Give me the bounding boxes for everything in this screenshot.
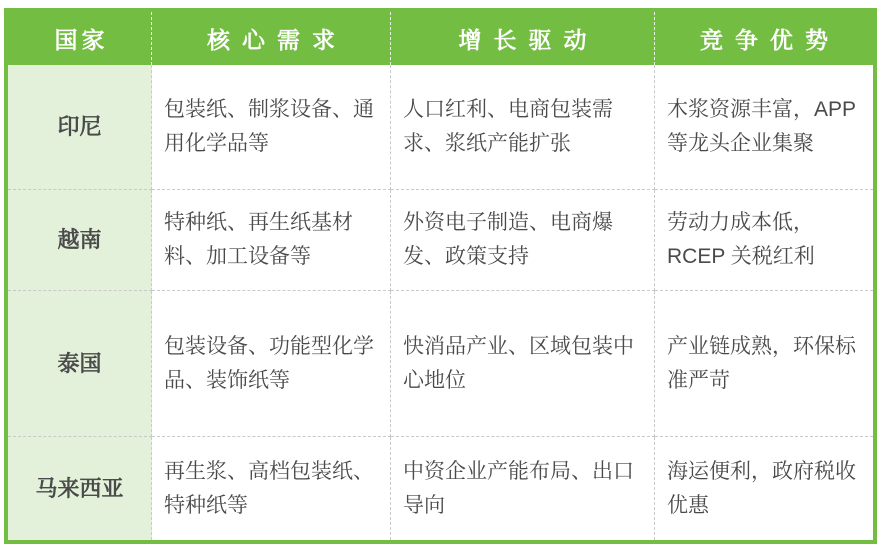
cell-country-indonesia: 印尼 <box>8 65 152 190</box>
cell-vietnam-competitive-advantage: 劳动力成本低，RCEP 关税红利 <box>655 190 873 291</box>
country-comparison-table <box>4 8 877 544</box>
cell-country-vietnam: 越南 <box>8 190 152 291</box>
cell-thailand-growth-driver: 快消品产业、区域包装中心地位 <box>391 291 655 437</box>
cell-malaysia-competitive-advantage: 海运便利，政府税收优惠 <box>667 459 856 517</box>
header-cell-core-demand: 核心需求 <box>152 12 391 65</box>
cell-vietnam-core-demand: 特种纸、再生纸基材料、加工设备等 <box>152 190 391 291</box>
cell-country-thailand: 泰国 <box>8 291 152 437</box>
header-cell-country: 国家 <box>8 12 152 65</box>
cell-indonesia-growth-driver: 人口红利、电商包装需求、浆纸产能扩张 <box>391 65 655 190</box>
cell-thailand-competitive-advantage: 产业链成熟，环保标准严苛 <box>655 291 873 437</box>
cell-malaysia-growth-driver: 中资企业产能布局、出口导向 <box>391 437 655 540</box>
cell-indonesia-core-demand: 包装纸、制浆设备、通用化学品等 <box>152 65 391 190</box>
cell-country-malaysia: 马来西亚 <box>8 437 152 540</box>
header-cell-competitive-advantage: 竞争优势 <box>655 12 873 65</box>
cell-thailand-core-demand: 包装设备、功能型化学品、装饰纸等 <box>152 291 391 437</box>
cell-malaysia-core-demand: 再生浆、高档包装纸、特种纸等 <box>152 437 391 540</box>
cell-vietnam-growth-driver: 外资电子制造、电商爆发、政策支持 <box>391 190 655 291</box>
header-cell-growth-driver: 增长驱动 <box>391 12 655 65</box>
cell-indonesia-competitive-advantage: 木浆资源丰富，APP 等龙头企业集聚 <box>655 65 873 190</box>
